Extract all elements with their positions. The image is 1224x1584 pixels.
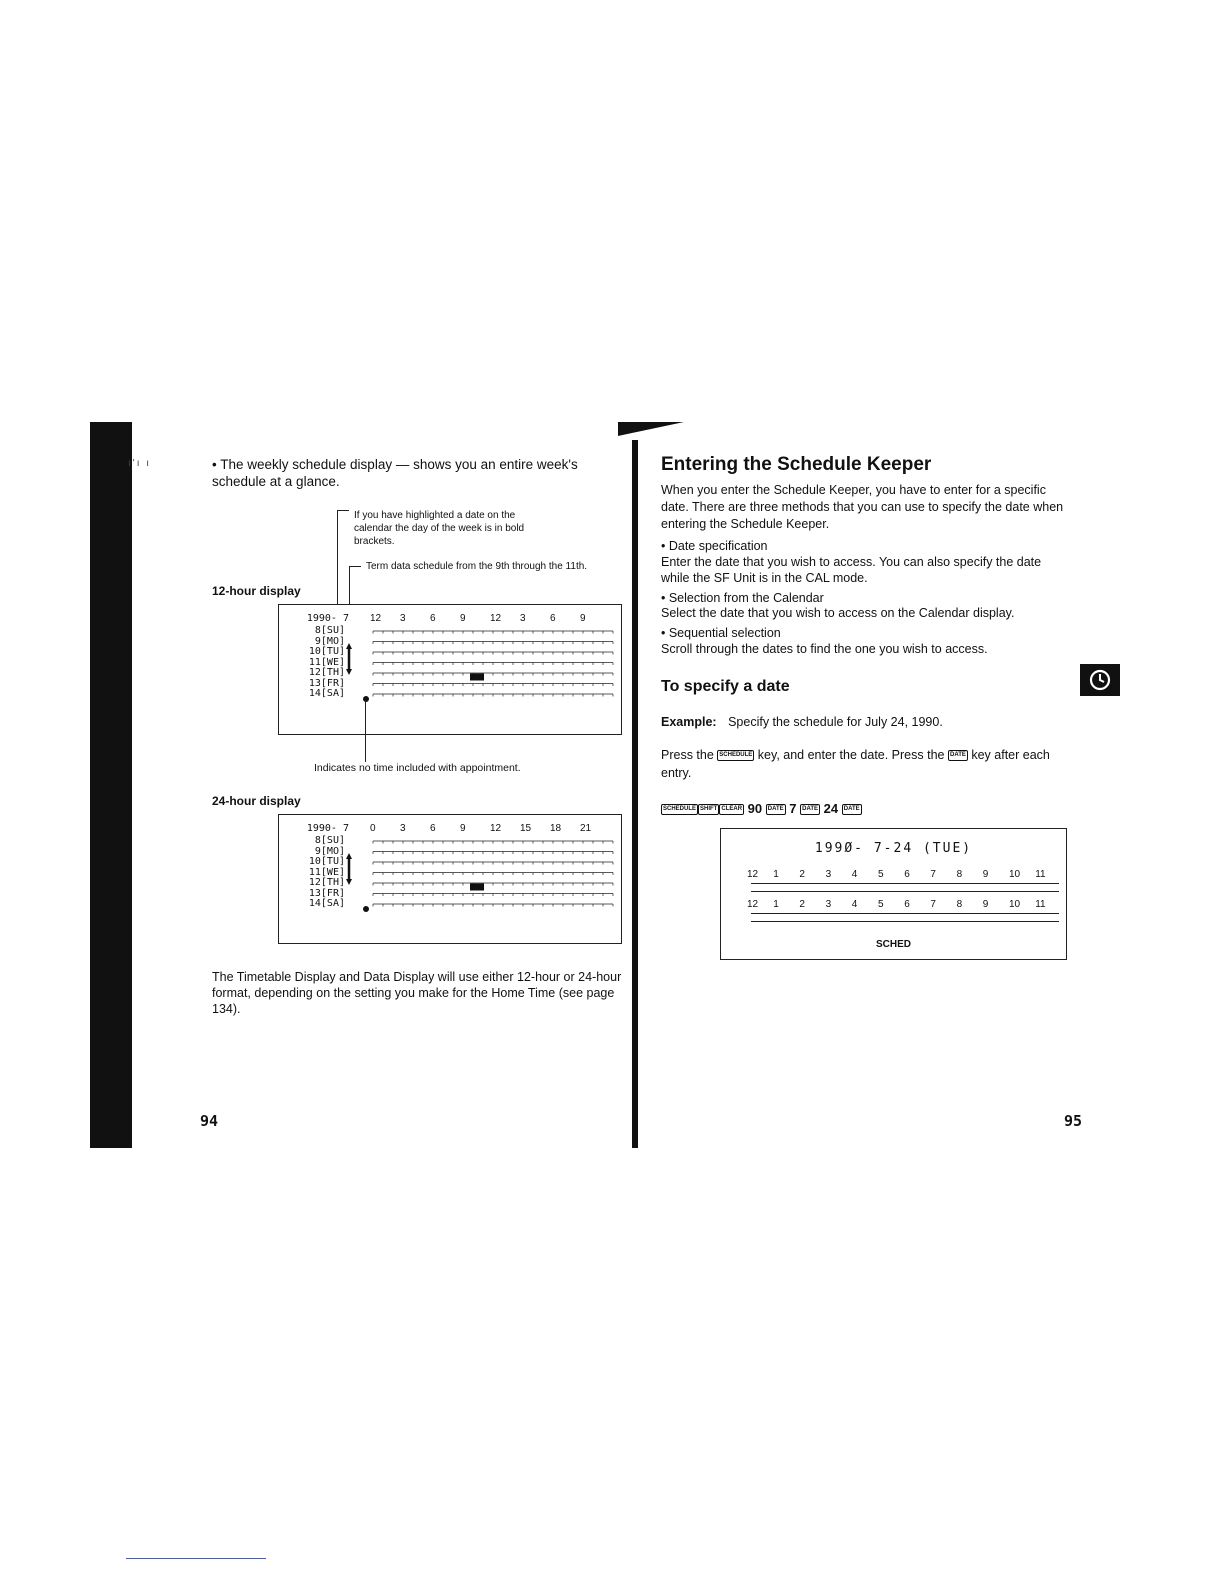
- format-note: The Timetable Display and Data Display will use either 12-hour or 24-hour format, depending on the setting you make for the Home Time (see page 134).: [212, 970, 622, 1016]
- hour-label: 2: [799, 869, 805, 880]
- hour-label: 1: [773, 869, 779, 880]
- callout-line-highlight: [337, 510, 338, 608]
- timeline-rule: [751, 921, 1059, 922]
- hour-label: 10: [1009, 869, 1021, 880]
- book-spine: [632, 440, 638, 1148]
- hour-tick-label: 21: [580, 823, 592, 834]
- intro-paragraph: When you enter the Schedule Keeper, you have to enter for a specific date. There are three methods that you can use to specify the date when entering the Schedule Keeper.: [661, 483, 1064, 531]
- callout-line-no-time: [365, 700, 366, 762]
- day-label: 13[FR]: [308, 887, 345, 899]
- hour-label: 10: [1009, 899, 1021, 910]
- label-24-hour-display: 24-hour display: [212, 794, 301, 808]
- hour-tick-label: 12: [370, 613, 382, 624]
- arrow-up-icon: [346, 643, 352, 649]
- timeline-rule: [751, 891, 1059, 892]
- hour-label: 2: [799, 899, 805, 910]
- seq-value-24: 24: [823, 801, 839, 816]
- hour-label: 11: [1035, 869, 1046, 880]
- section-heading: Entering the Schedule Keeper: [661, 454, 932, 475]
- hour-label: 8: [956, 899, 963, 910]
- timeline-rule: [751, 913, 1059, 914]
- hour-label: 7: [930, 899, 936, 910]
- mode-label: SCHED: [875, 939, 911, 950]
- subheading-specify-date: To specify a date: [661, 678, 790, 695]
- hour-label: 6: [904, 899, 910, 910]
- display-date-title: 199Ø- 7-24 (TUE): [814, 841, 973, 856]
- day-label: 10[TU]: [308, 646, 345, 657]
- seq-value-7: 7: [789, 801, 797, 816]
- timeline-rule: [751, 883, 1059, 884]
- hour-tick-label: 3: [400, 613, 406, 624]
- weekly-display-12h: [278, 604, 622, 735]
- hour-label: 6: [904, 869, 910, 880]
- edge-marks: ı'ı ı: [128, 458, 152, 469]
- page-number-right: 95: [1064, 1112, 1083, 1130]
- sched-key-icon: SCHEDULE: [717, 750, 754, 761]
- press-text-3: key after each entry.: [661, 748, 1050, 780]
- schedule-grid: [279, 605, 623, 736]
- date-key-icon: DATE: [842, 804, 862, 815]
- clear-key-icon: CLEAR: [719, 804, 744, 815]
- day-label: 12[TH]: [308, 667, 345, 678]
- method-calendar-text: Select the date that you wish to access on the Calendar display.: [661, 606, 1015, 620]
- method-date-text: Enter the date that you wish to access. You can also specify the date while the SF Unit is in the CAL mode.: [661, 555, 1042, 585]
- day-label: 14[SA]: [308, 898, 345, 909]
- hour-label: 5: [878, 869, 884, 880]
- sched-key-icon: SCHEDULE: [661, 804, 698, 815]
- hour-tick-label: 6: [430, 613, 436, 624]
- date-key-icon: DATE: [766, 804, 786, 815]
- day-label: 8[SU]: [314, 835, 345, 846]
- day-label: 14[SA]: [308, 688, 345, 699]
- day-label: 8[SU]: [314, 625, 345, 636]
- day-label: 10[TU]: [308, 856, 345, 867]
- schedule-grid: [279, 815, 623, 945]
- key-sequence: [661, 800, 862, 817]
- appointment-block: [470, 674, 484, 681]
- clock-icon: [1088, 668, 1112, 692]
- hour-tick-label: 6: [550, 613, 556, 624]
- method-calendar-title: • Selection from the Calendar: [661, 591, 824, 605]
- hour-label: 4: [851, 869, 858, 880]
- hour-label: 7: [930, 869, 936, 880]
- hour-label: 3: [825, 899, 832, 910]
- hour-label: 3: [825, 869, 832, 880]
- method-date-title: • Date specification: [661, 539, 768, 553]
- hour-label: 1: [773, 899, 779, 910]
- example-label: Example:: [661, 715, 717, 729]
- press-text-1: Press the: [661, 748, 714, 762]
- display-header-date: 1990- 7: [306, 613, 349, 624]
- day-label: 9[MO]: [314, 845, 345, 857]
- date-key-icon: DATE: [948, 750, 968, 761]
- schedule-display: [720, 828, 1067, 960]
- hour-tick-label: 6: [430, 823, 436, 834]
- page-edge-bar: [90, 422, 132, 1148]
- hour-label: 11: [1035, 899, 1046, 910]
- no-time-dot: [363, 696, 369, 702]
- display-header-date: 1990- 7: [306, 823, 349, 834]
- hour-label: 9: [982, 869, 989, 880]
- callout-highlight-text: If you have highlighted a date on the calendar the day of the week is in bold brackets.: [354, 510, 525, 547]
- day-label: 13[FR]: [308, 677, 345, 689]
- hour-label: 8: [956, 869, 963, 880]
- hour-tick-label: 15: [520, 823, 532, 834]
- hour-tick-label: 0: [370, 823, 376, 834]
- hour-tick-label: 3: [400, 823, 406, 834]
- arrow-up-icon: [346, 853, 352, 859]
- day-label: 11[WE]: [308, 656, 345, 668]
- spine-top: [618, 422, 684, 436]
- page-number-left: 94: [200, 1112, 219, 1130]
- press-instructions: [661, 746, 1073, 782]
- day-label: 12[TH]: [308, 877, 345, 888]
- callout-tick-term: [349, 566, 361, 567]
- hour-label: 12: [747, 869, 759, 880]
- hour-tick-label: 18: [550, 823, 562, 834]
- section-tab: [1080, 664, 1120, 696]
- callout-no-time-text: Indicates no time included with appointment.: [314, 762, 521, 774]
- hour-tick-label: 9: [460, 823, 466, 834]
- date-key-icon: DATE: [800, 804, 820, 815]
- footer-link-line: [126, 1558, 266, 1559]
- hour-label: 5: [878, 899, 884, 910]
- day-label: 9[MO]: [314, 635, 345, 647]
- method-sequential-text: Scroll through the dates to find the one you wish to access.: [661, 642, 988, 656]
- day-label: 11[WE]: [308, 866, 345, 878]
- hour-tick-label: 9: [460, 613, 466, 624]
- weekly-display-24h: [278, 814, 622, 944]
- hour-tick-label: 3: [520, 613, 526, 624]
- hour-tick-label: 12: [490, 823, 502, 834]
- no-time-dot: [363, 906, 369, 912]
- hour-tick-label: 12: [490, 613, 502, 624]
- method-sequential-title: • Sequential selection: [661, 626, 781, 640]
- arrow-down-icon: [346, 669, 352, 675]
- label-12-hour-display: 12-hour display: [212, 584, 301, 598]
- callout-term-text: Term data schedule from the 9th through the 11th.: [366, 561, 588, 572]
- appointment-block: [470, 884, 484, 891]
- example-text: Specify the schedule for July 24, 1990.: [728, 715, 943, 729]
- press-text-2: key, and enter the date. Press the: [757, 748, 945, 762]
- arrow-down-icon: [346, 879, 352, 885]
- hour-label: 12: [747, 899, 759, 910]
- seq-value-90: 90: [747, 801, 763, 816]
- callout-tick-highlight: [337, 510, 349, 511]
- hour-tick-label: 9: [580, 613, 586, 624]
- weekly-display-bullet: • The weekly schedule display — shows you an entire week's schedule at a glance.: [212, 457, 578, 489]
- hour-label: 9: [982, 899, 989, 910]
- hour-label: 4: [851, 899, 858, 910]
- shift-key-icon: SHIFT: [698, 804, 719, 815]
